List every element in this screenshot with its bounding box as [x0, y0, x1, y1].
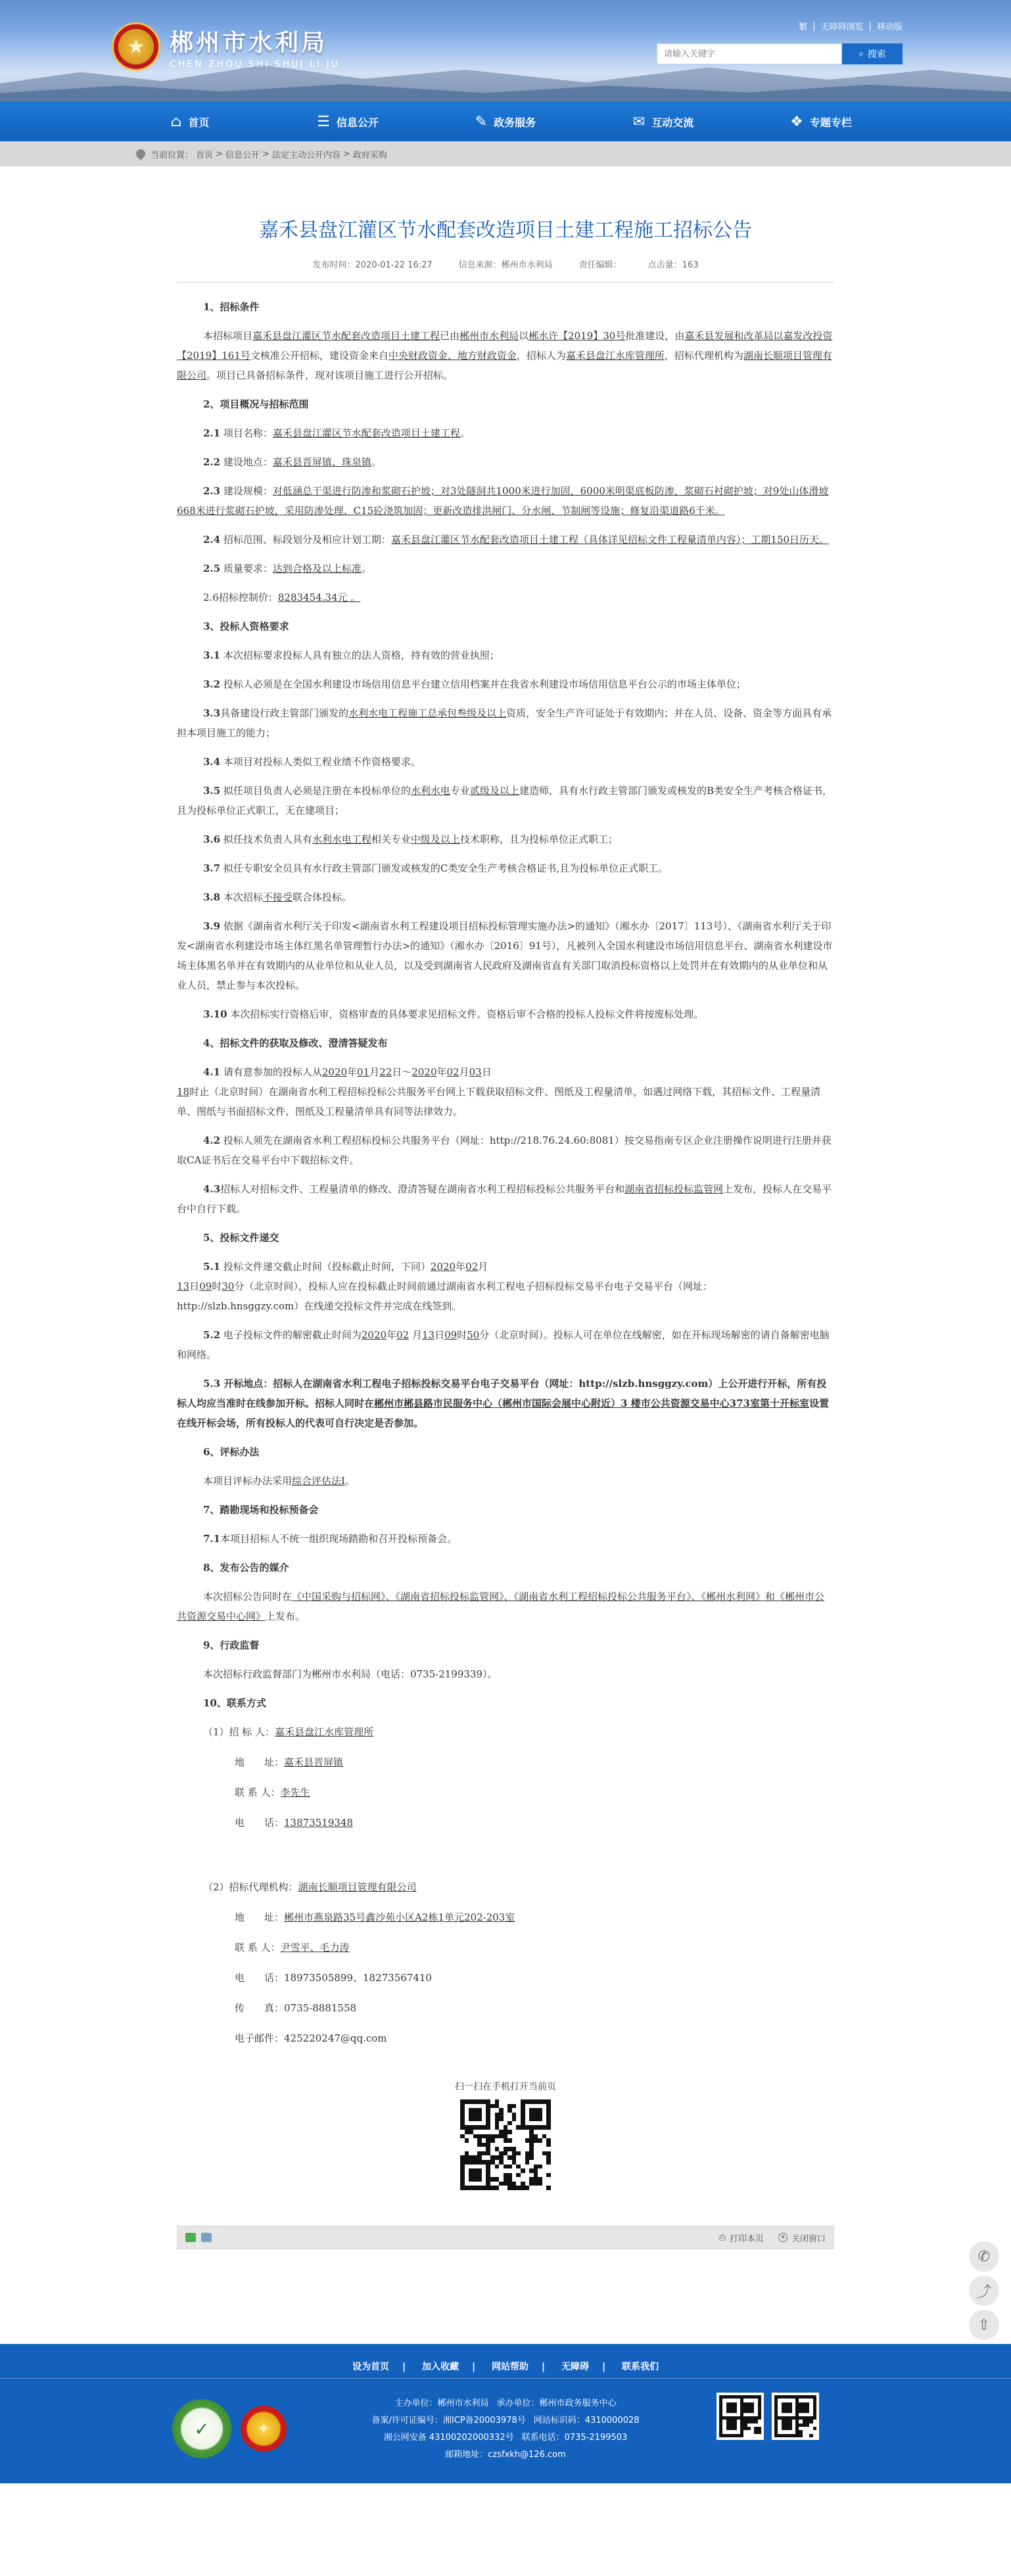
location-pin-icon — [134, 147, 147, 160]
document-list-icon: ☰ — [317, 113, 330, 130]
section-heading: 3、投标人资格要求 — [203, 621, 289, 632]
paragraph: 4.1 请有意参加的投标人从2020年01月22日～2020年02月03日 — [203, 1066, 492, 1078]
section-heading: 8、发布公告的媒介 — [203, 1562, 289, 1574]
paragraph: 2.3 建设规模：对低涵总干渠进行防渗和浆砌石护坡；对3处隧洞共1000米进行加固，6000米明渠底板防渗，浆砌石衬砌护坡；对9处山体滑坡668米进行浆砌石护坡，采用防渗处理、C15砼浇筑加固；更新改造排洪闸门、分水闸、节制闸等设施；修复沿渠道路6千米。 — [177, 485, 829, 517]
section-heading: 1、招标条件 — [203, 301, 260, 313]
contact-block-agency: （2）招标代理机构：湖南长顺项目管理有限公司 地 址：郴州市燕泉路35号鑫沙苑小区A2栋1单元202-203室 联 系 人：尹雪平、毛力涛 电 话：18973505899、18273567410 传 真：0735-8881558 电子邮件：425220247@qq.com — [203, 1881, 515, 2044]
share-icons — [185, 2233, 212, 2242]
page-title: 嘉禾县盘江灌区节水配套改造项目土建工程施工招标公告 — [259, 219, 752, 242]
search-bar — [657, 43, 903, 64]
footer-qr-codes — [717, 2393, 819, 2440]
organizer: 承办单位：郴州市政务服务中心 — [496, 2399, 617, 2408]
paragraph: 13日09时30分（北京时间），投标人应在投标截止时间前通过湖南省水利工程电子招标投标交易平台电子交易平台（网址：http://slzb.hnsggzy.com）在线递交投标文件并完成在线签到。 — [177, 1280, 713, 1312]
traditional-chinese-link[interactable]: 繁 — [799, 22, 808, 32]
paragraph: 本项目评标办法采用综合评估法Ⅰ。 — [203, 1475, 355, 1487]
article — [177, 166, 834, 2249]
paragraph: 2.1 项目名称：嘉禾县盘江灌区节水配套改造项目土建工程。 — [203, 427, 470, 439]
paragraph: 3.6 拟任技术负责人具有水利水电工程相关专业中级及以上技术职称，且为投标单位正式职工； — [203, 833, 618, 845]
paragraph: 本招标项目嘉禾县盘江灌区节水配套改造项目土建工程已由郴州市水利局以郴水许【2019】30号批准建设，由嘉禾县发展和改革局以嘉发改投资【2019】161号文核准公开招标，建设资金来自中央财政资金、地方财政资金，招标人为嘉禾县盘江水库管理所，招标代理机构为湖南长顺项目管理有限公司。项目已具备招标条件，现对该项目施工进行公开招标。 — [177, 330, 833, 381]
wechat-qr-code — [717, 2393, 764, 2440]
police-record: 湘公网安备 43100202000332号 — [383, 2433, 514, 2443]
nav-item-gov-services[interactable] — [427, 102, 584, 141]
paragraph: 3.9 依据《湖南省水利厅关于印发<湖南省水利工程建设项目招标投标管理实施办法>的通知》（湘水办〔2017〕113号）、《湖南省水利厅关于印发<湖南省水利建设市场主体红黑名单管理暂行办法>的通知》（湘水办〔2016〕91号），凡被列入全国水利建设市场信用信息平台、湖南省水利建设市场主体黑名单并在有效期内的从业单位和从业人员，以及受到湖南省人民政府及湖南省直有关部门取消投标资格以上处罚并在有效期内的从业单位和从业人员，禁止参与本次投标。 — [177, 920, 833, 991]
contact-us-link[interactable]: 联系我们 — [622, 2362, 659, 2372]
breadcrumb-info[interactable]: 信息公开 — [225, 150, 260, 160]
print-button[interactable]: ⎙ 打印本页 — [718, 2232, 764, 2244]
search-button-label: 搜索 — [867, 49, 886, 60]
accessibility-link[interactable]: 无障碍 — [561, 2362, 589, 2372]
printer-icon: ⎙ — [718, 2232, 726, 2243]
nav-item-info-disclosure[interactable] — [269, 102, 427, 141]
divider — [177, 282, 834, 283]
paragraph: 5.1 投标文件递交截止时间（投标截止时间，下同）2020年02月 — [203, 1261, 488, 1273]
section-heading: 6、评标办法 — [203, 1446, 260, 1458]
sponsor: 主办单位：郴州市水利局 — [394, 2399, 489, 2408]
paragraph: 5.2 电子投标文件的解密截止时间为2020年02 月13日09时50分（北京时间）。投标人可在单位在线解密，如在开标现场解密的请自备解密电脑和网络。 — [177, 1329, 830, 1361]
site-footer — [0, 2344, 1011, 2483]
breadcrumb-bar — [0, 141, 1011, 166]
section-heading: 7、踏勘现场和投标预备会 — [203, 1504, 319, 1516]
paragraph: 2.5 质量要求：达到合格及以上标准。 — [203, 563, 371, 574]
divider: | — [868, 21, 872, 31]
search-input[interactable] — [657, 43, 842, 64]
article-toolbar — [177, 2226, 834, 2249]
site-header — [0, 0, 1011, 102]
weibo-share-icon[interactable] — [201, 2233, 212, 2242]
click-count: 点击量：163 — [647, 260, 699, 270]
edit-icon: ✎ — [475, 113, 488, 130]
home-icon: ⌂ — [170, 113, 182, 130]
page-qr-code — [460, 2099, 551, 2190]
paragraph: 7.1本项目招标人不统一组织现场踏勘和召开投标预备会。 — [203, 1533, 458, 1545]
back-to-top-icon[interactable]: ⇧ — [969, 2310, 999, 2340]
section-heading: 10、联系方式 — [203, 1697, 266, 1709]
paragraph: 18时止（北京时间）在湖南省水利工程招标投标公共服务平台网上下载获取招标文件、图纸及工程量清单，如遇过网络下载，其招标文件、工程量清单、图纸与书面招标文件、图纸及工程量清单具有同等法律效力。 — [177, 1086, 821, 1117]
article-meta — [177, 258, 834, 270]
nav-item-label: 专题专栏 — [809, 116, 852, 129]
article-body — [177, 297, 834, 2048]
email: 邮箱地址：czsfxkh@126.com — [445, 2450, 566, 2460]
share-icon[interactable]: ⤴ — [969, 2276, 999, 2306]
paragraph: 5.3 开标地点：招标人在湖南省水利工程电子招标投标交易平台电子交易平台（网址：http://slzb.hnsggzy.com）上公开进行开标，所有投标人均应当准时在线参加开标。招标人同时在郴州市郴县路市民服务中心（郴州市国际会展中心附近）3 楼市公共资源交易中心373室第十开标室设置在线开标会场，所有投标人的代表可自行决定是否参加。 — [177, 1378, 830, 1429]
section-heading: 4、招标文件的获取及修改、澄清答疑发布 — [203, 1037, 388, 1049]
editor: 责任编辑： — [578, 260, 622, 270]
footer-links: 设为首页 | 加入收藏 | 网站帮助 | 无障碍 | 联系我们 — [352, 2362, 659, 2372]
publish-time: 发布时间：2020-01-22 16:27 — [312, 260, 433, 270]
paragraph: 2.4 招标范围、标段划分及相应计划工期：嘉禾县盘江灌区节水配套改造项目土建工程（具体详见招标文件工程量清单内容）；工期150日历天。 — [203, 534, 830, 546]
nav-item-label: 信息公开 — [336, 116, 379, 129]
paragraph: 3.10 本次招标实行资格后审，资格审查的具体要求见招标文件。资格后审不合格的投标人投标文件将按废标处理。 — [203, 1008, 704, 1020]
breadcrumb-sep: > — [216, 149, 223, 159]
qr-label: 扫一扫在手机打开当前页 — [455, 2082, 556, 2092]
section-heading: 5、投标文件递交 — [203, 1232, 279, 1244]
accessibility-link[interactable]: 无障碍浏览 — [820, 22, 864, 32]
paragraph: 3.5 拟任项目负责人必须是注册在本投标单位的水利水电专业贰级及以上建造师，具有水行政主管部门颁发或核发的B类安全生产考核合格证书，且为投标单位正式职工，无在建项目； — [177, 785, 832, 816]
nav-item-label: 互动交流 — [651, 116, 694, 129]
nav-item-label: 首页 — [188, 116, 210, 129]
wechat-share-icon[interactable] — [185, 2233, 196, 2242]
mail-icon: ✉ — [632, 113, 646, 130]
footer-info — [0, 2395, 1011, 2464]
divider: | — [812, 21, 816, 31]
paragraph: 3.3具备建设行政主管部门颁发的水利水电工程施工总承包叁级及以上资质，安全生产许可证处于有效期内；并在人员、设备、资金等方面具有承担本项目施工的能力； — [177, 707, 832, 739]
paragraph: 3.8 本次招标不接受联合体投标。 — [203, 891, 352, 903]
nav-item-interaction[interactable] — [584, 102, 742, 141]
nav-item-special-topics[interactable] — [742, 102, 900, 141]
breadcrumb-sep: > — [342, 149, 350, 159]
close-window-button[interactable]: ✕ 关闭窗口 — [778, 2232, 826, 2244]
set-homepage-link[interactable]: 设为首页 — [352, 2362, 389, 2372]
paragraph: 3.2 投标人必须是在全国水利建设市场信用信息平台建立信用档案并在我省水利建设市场信用信息平台公示的市场主体单位； — [203, 678, 746, 690]
paragraph: 本次招标行政监督部门为郴州市水利局（电话：0735-2199339）。 — [203, 1668, 498, 1680]
main-nav — [0, 102, 1011, 141]
mobile-version-link[interactable]: 移动版 — [876, 22, 903, 32]
breadcrumb-sep: > — [262, 149, 270, 159]
paragraph: 2.6招标控制价：8283454.34元 。 — [203, 592, 361, 603]
paragraph: 4.2 投标人须先在湖南省水利工程招标投标公共服务平台（网址：http://218.76.24.60:8081）按交易指南专区企业注册操作说明进行注册并获取CA证书后在交易平台中下载招标文件。 — [177, 1135, 832, 1166]
topics-icon: ❖ — [790, 113, 803, 130]
paragraph: 2.2 建设地点：嘉禾县晋屏镇、珠泉镇。 — [203, 456, 381, 468]
breadcrumb-label: 当前位置： — [151, 150, 194, 160]
breadcrumb-procurement[interactable]: 政府采购 — [352, 150, 387, 160]
paragraph: 4.3招标人对招标文件、工程量清单的修改、澄清答疑在湖南省水利工程招标投标公共服务平台和湖南省招标投标监管网上发布，投标人在交易平台中自行下载。 — [177, 1183, 832, 1215]
search-button[interactable] — [842, 43, 903, 64]
add-favorite-link[interactable]: 加入收藏 — [422, 2362, 459, 2372]
breadcrumb-home[interactable]: 首页 — [196, 150, 214, 160]
divider — [0, 2378, 1011, 2379]
contact-phone: 联系电话：0735-2199503 — [521, 2433, 628, 2443]
nav-item-home[interactable] — [111, 102, 269, 141]
breadcrumb — [111, 141, 900, 166]
section-heading: 9、行政监督 — [203, 1639, 260, 1651]
site-code: 网站标识码：4310000028 — [533, 2416, 640, 2425]
section-heading: 2、项目概况与招标范围 — [203, 398, 309, 410]
top-links — [799, 20, 903, 32]
paragraph: 3.1 本次招标要求投标人具有独立的法人资格，持有效的营业执照； — [203, 649, 500, 661]
site-name: 郴州市水利局 — [170, 29, 328, 57]
qr-section — [177, 2080, 834, 2190]
site-logo[interactable] — [112, 22, 340, 71]
site-name-en: CHEN ZHOU SHI SHUI LI JU — [170, 59, 340, 70]
wechat-icon[interactable]: ✆ — [969, 2241, 999, 2272]
info-source: 信息来源：郴州市水利局 — [458, 260, 553, 270]
paragraph: 3.4 本项目对投标人类似工程业绩不作资格要求。 — [203, 756, 421, 768]
icp-record: 备案/许可证编号：湘ICP备20003978号 — [371, 2416, 526, 2425]
paragraph: 本次招标公告同时在《中国采购与招标网》、《湖南省招标投标监管网》、《湖南省水利工程招标投标公共服务平台》、《郴州水利网》和《郴州市公共资源交易中心网》上发布。 — [177, 1591, 825, 1622]
police-badge-icon[interactable]: ✦ — [241, 2406, 287, 2452]
nav-item-label: 政务服务 — [494, 116, 536, 129]
breadcrumb-statutory[interactable]: 法定主动公开内容 — [271, 150, 341, 160]
search-icon: ⌕ — [858, 49, 864, 59]
site-help-link[interactable]: 网站帮助 — [492, 2362, 529, 2372]
app-qr-code — [772, 2393, 819, 2440]
paragraph: 3.7 拟任专职安全员具有水行政主管部门颁发或核发的C类安全生产考核合格证书,且为投标单位正式职工。 — [203, 862, 669, 874]
contact-block-tenderer: （1）招 标 人：嘉禾县盘江水库管理所 地 址：嘉禾县晋屏镇 联 系 人：李先生 电 话：13873519348 — [203, 1726, 374, 1829]
national-emblem-icon: ★ — [112, 22, 160, 71]
gov-site-badge-icon[interactable]: ✓ — [172, 2399, 231, 2458]
close-circle-icon: ✕ — [778, 2233, 788, 2242]
